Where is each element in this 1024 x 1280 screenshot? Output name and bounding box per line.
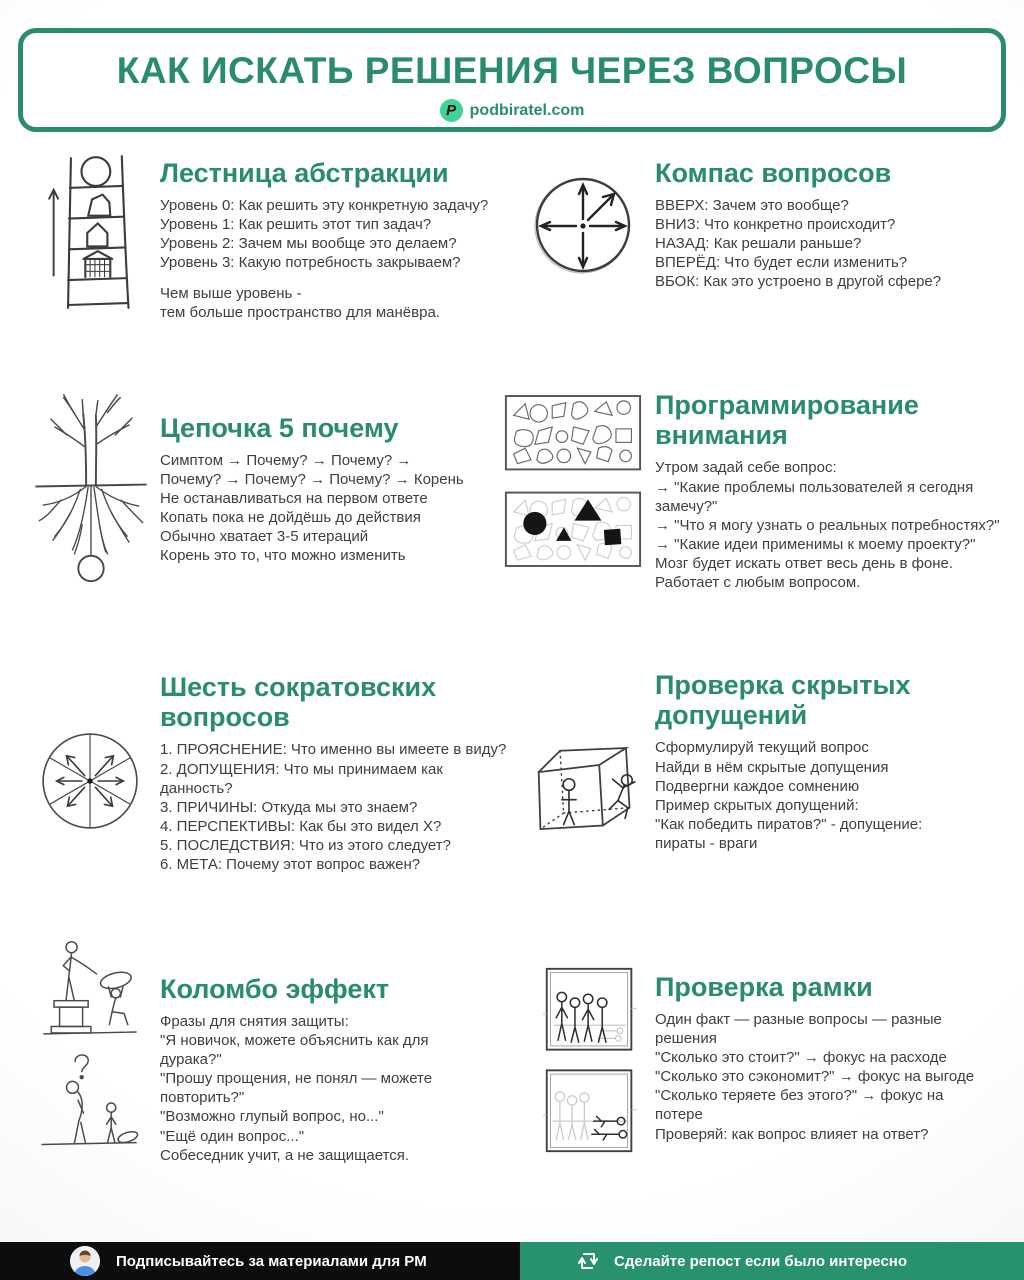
section-text [160,740,555,873]
text-line: Уровень 2: Зачем мы вообще это делаем? [160,235,457,253]
text-line: → "Какие идеи применимы к моему проекту?" [655,535,976,553]
subscribe-text: Подписывайтесь за материалами для PM [116,1252,427,1270]
section-columbo-effect [33,928,535,1162]
text-line: Пример скрытых допущений: [655,796,859,814]
text-line: Утром задай себе вопрос: [655,459,837,477]
text-line: "Сколько это сэкономит?" → фокус на выгоде [655,1068,975,1086]
text-line: ВБОК: Как это устроено в другой сфере? [655,273,942,291]
text-line: 4. ПЕРСПЕКТИВЫ: Как бы это видел X? [160,817,442,835]
text-line: Один факт — разные вопросы — разные [655,1011,942,1029]
brand [23,99,1001,122]
podbiratel-logo-icon: P [440,99,463,122]
repost-arrows-icon [576,1249,600,1273]
text-line: пираты - враги [655,834,758,852]
text-line: Чем выше уровень - [160,285,302,303]
section-abstraction-ladder [40,146,535,336]
text-line: "Я новичок, можете объяснить как для [160,1032,429,1050]
radiating-circle-icon [36,726,144,836]
text-line: тем больше пространство для манёвра. [160,304,440,322]
section-title: Программирование внимания [655,390,919,451]
ladder-icon [45,150,141,316]
text-line: замечу?" [655,497,718,515]
text-line: Сформулируй текущий вопрос [655,739,869,757]
section-question-compass [525,152,1017,297]
text-line: "Сколько теряете без этого?" → фокус на [655,1087,944,1105]
text-line: "Сколько это стоит?" → фокус на расходе [655,1049,947,1067]
text-line: ВНИЗ: Что конкретно происходит? [655,216,896,234]
section-text [160,196,540,322]
section-title: Лестница абстракции [160,158,449,188]
section-text [655,1010,1020,1143]
text-line: Обычно хватает 3-5 итераций [160,528,369,546]
text-line: "Ещё один вопрос..." [160,1127,305,1145]
section-attention-programming [503,386,1018,591]
section-text [160,1012,550,1164]
subscribe-bar[interactable] [0,1242,520,1280]
text-line: повторить?" [160,1089,245,1107]
section-frame-check [538,958,1018,1164]
text-line: Не останавливаться на первом ответе [160,490,428,508]
page-title: КАК ИСКАТЬ РЕШЕНИЯ ЧЕРЕЗ ВОПРОСЫ [116,50,908,91]
text-line: решения [655,1030,717,1048]
section-title: Коломбо эффект [160,974,390,1004]
text-line: Собеседник учит, а не защищается. [160,1146,410,1164]
section-hidden-assumptions [518,658,1018,863]
text-line: ВПЕРЁД: Что будет если изменить? [655,254,908,272]
section-text [655,458,1019,591]
cube-escape-icon [526,740,644,838]
text-line: 3. ПРИЧИНЫ: Откуда мы это знаем? [160,798,418,816]
text-line: → "Какие проблемы пользователей я сегодня [655,478,974,496]
section-text [160,451,535,565]
compass-icon [530,172,636,278]
section-text [655,738,1017,852]
section-five-whys [28,380,533,592]
text-line: Фразы для снятия защиты: [160,1013,349,1031]
section-title: Шесть сократовских вопросов [160,672,437,733]
text-line: "Как победить пиратов?" - допущение: [655,815,923,833]
section-title: Цепочка 5 почему [160,413,399,443]
text-line: Корень это то, что можно изменить [160,547,406,565]
text-line: Подвергни каждое сомнению [655,777,860,795]
section-title: Проверка рамки [655,972,873,1002]
text-line: дурака?" [160,1051,222,1069]
repost-text: Сделайте репост если было интересно [614,1252,908,1270]
text-line: Уровень 1: Как решить этот тип задач? [160,216,432,234]
section-title: Проверка скрытых допущений [655,670,911,731]
text-line: → "Что я могу узнать о реальных потребностях?" [655,516,1000,534]
text-line [160,272,540,284]
footer [0,1242,1024,1280]
repost-bar[interactable] [520,1242,1024,1280]
site-name: podbiratel.com [469,101,585,119]
text-line: Симптом → Почему? → Почему? → [160,452,412,470]
tree-roots-icon [30,388,152,586]
text-line: Проверяй: как вопрос влияет на ответ? [655,1125,929,1143]
text-line: НАЗАД: Как решали раньше? [655,235,862,253]
text-line: "Возможно глупый вопрос, но..." [160,1108,384,1126]
two-frames-icon [543,964,637,1156]
text-line: Уровень 0: Как решить эту конкретную задачу? [160,197,489,215]
text-line: 5. ПОСЛЕДСТВИЯ: Что из этого следует? [160,836,451,854]
section-socratic-questions [30,662,542,880]
text-line: Уровень 3: Какую потребность закрываем? [160,254,461,272]
text-line: 2. ДОПУЩЕНИЯ: Что мы принимаем как [160,760,443,778]
text-line: потере [655,1106,703,1124]
person-avatar [70,1246,100,1276]
text-line: ВВЕРХ: Зачем это вообще? [655,197,849,215]
text-line: Найди в нём скрытые допущения [655,758,889,776]
text-line: 1. ПРОЯСНЕНИЕ: Что именно вы имеете в виду? [160,741,507,759]
text-line: данность? [160,779,233,797]
attention-panels-icon [503,393,643,569]
text-line: Работает с любым вопросом. [655,573,861,591]
section-text [655,196,1020,291]
header [18,28,1006,132]
text-line: "Прошу прощения, не понял — можете [160,1070,433,1088]
text-line: 6. МЕТА: Почему этот вопрос важен? [160,855,421,873]
text-line: Почему? → Почему? → Почему? → Корень [160,471,464,489]
columbo-figures-icon [38,938,142,1150]
section-title: Компас вопросов [655,158,892,188]
text-line: Копать пока не дойдёшь до действия [160,509,421,527]
text-line: Мозг будет искать ответ весь день в фоне. [655,554,954,572]
